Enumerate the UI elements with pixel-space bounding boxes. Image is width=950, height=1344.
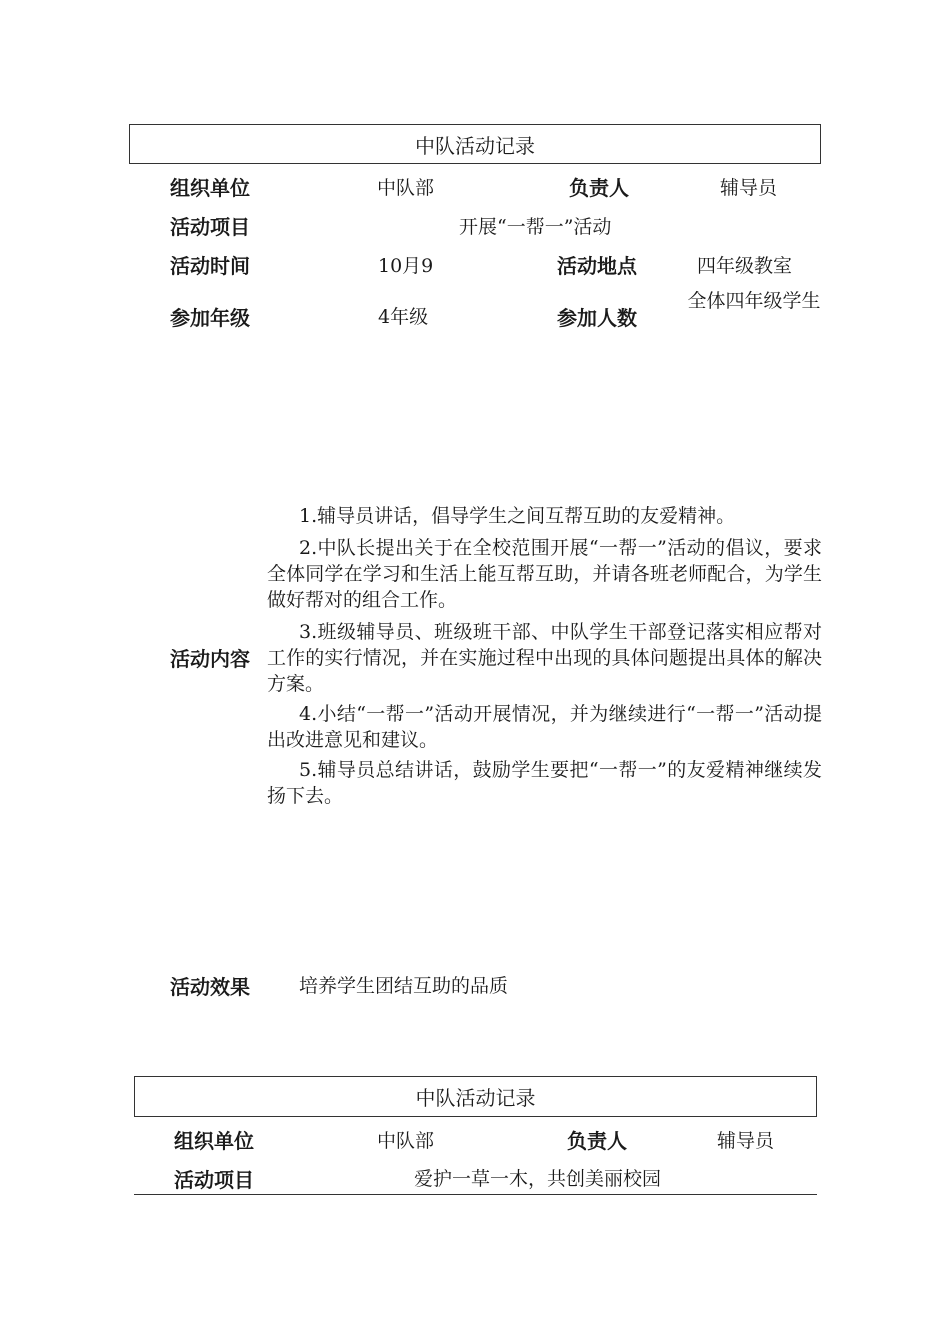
project-value: 开展“一帮一”活动 <box>459 216 612 238</box>
count-label: 参加人数 <box>557 306 637 330</box>
count-value: 全体四年级学生 <box>687 290 821 312</box>
record1-title <box>129 124 821 164</box>
record2-bottom-rule <box>134 1194 817 1195</box>
place-value: 四年级教室 <box>697 255 793 277</box>
content-item-3: 3.班级辅导员、班级班干部、中队学生干部登记落实相应帮对工作的实行情况，并在实施过程中出现的具体问题提出具体的解决方案。 <box>267 621 822 695</box>
leader-value-2: 辅导员 <box>717 1130 775 1152</box>
content-label: 活动内容 <box>170 647 250 671</box>
leader-value: 辅导员 <box>720 177 778 199</box>
effect-value: 培养学生团结互助的品质 <box>299 975 509 997</box>
content-item-4: 4.小结“一帮一”活动开展情况，并为继续进行“一帮一”活动提出改进意见和建议。 <box>267 703 822 751</box>
project-value-2: 爱护一草一木，共创美丽校园 <box>414 1168 662 1190</box>
place-label: 活动地点 <box>557 254 637 278</box>
project-label: 活动项目 <box>170 215 250 239</box>
org-value: 中队部 <box>377 177 435 199</box>
grade-label: 参加年级 <box>170 306 250 330</box>
effect-label: 活动效果 <box>170 975 250 999</box>
record2-title-text: 中队活动记录 <box>415 1086 536 1110</box>
time-label: 活动时间 <box>170 254 250 278</box>
grade-value: 4年级 <box>378 306 429 328</box>
record2-title <box>134 1076 817 1117</box>
leader-label-2: 负责人 <box>567 1129 627 1153</box>
content-item-1: 1.辅导员讲话，倡导学生之间互帮互助的友爱精神。 <box>299 505 736 527</box>
project-label-2: 活动项目 <box>174 1168 254 1192</box>
org-value-2: 中队部 <box>377 1130 435 1152</box>
content-item-5: 5.辅导员总结讲话，鼓励学生要把“一帮一”的友爱精神继续发扬下去。 <box>267 759 822 807</box>
org-label: 组织单位 <box>170 176 250 200</box>
leader-label: 负责人 <box>569 176 629 200</box>
time-value: 10月9 <box>378 255 434 277</box>
content-item-2: 2.中队长提出关于在全校范围开展“一帮一”活动的倡议，要求全体同学在学习和生活上能互帮互助，并请各班老师配合，为学生做好帮对的组合工作。 <box>267 537 822 611</box>
org-label-2: 组织单位 <box>174 1129 254 1153</box>
record1-title-text: 中队活动记录 <box>415 133 535 158</box>
